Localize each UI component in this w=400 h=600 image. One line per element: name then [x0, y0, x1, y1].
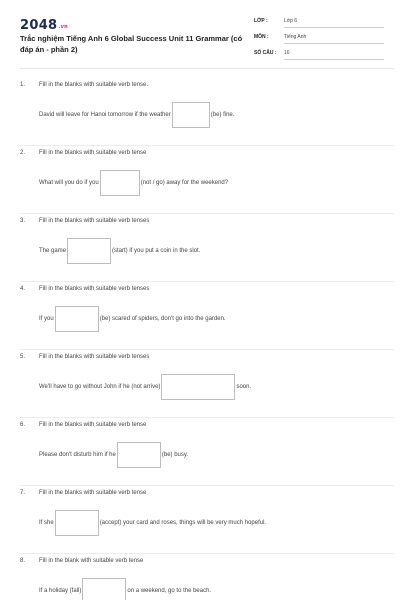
sentence-before: If you: [39, 316, 54, 322]
meta-value: Tiếng Anh: [284, 34, 384, 44]
question-number: 6.: [20, 422, 26, 428]
question-instruction: Fill in the blanks with suitable verb tense: [39, 490, 147, 496]
answer-input[interactable]: [55, 510, 99, 536]
question-item: [6, 78, 394, 146]
question-instruction: Fill in the blank with suitable verb tense: [39, 558, 144, 564]
logo-text: 2048: [20, 18, 58, 33]
question-instruction: Fill in the blanks with suitable verb tenses: [39, 354, 150, 360]
question-item: [6, 350, 394, 418]
page-title: Trắc nghiệm Tiếng Anh 6 Global Success Unit 11 Grammar (có đáp án - phần 2): [20, 34, 243, 54]
sentence-after: (accept) your card and roses, things will be very much hopeful.: [99, 520, 267, 526]
question-instruction: Fill in the blanks with suitable verb tense.: [39, 82, 149, 88]
question-item: [6, 418, 394, 486]
question-sentence: [39, 374, 251, 400]
question-sentence: [39, 510, 266, 536]
meta-row-count: [254, 50, 386, 63]
question-number: 7.: [20, 490, 26, 496]
header-divider: [20, 68, 394, 69]
sentence-after: (be) fine.: [210, 112, 235, 118]
sentence-before: We'll have to go without John if he (not arrive): [39, 384, 161, 390]
sentence-after: on a weekend, go to the beach.: [127, 588, 212, 594]
question-instruction: Fill in the blanks with suitable verb tenses: [39, 218, 150, 224]
question-sentence: [39, 578, 211, 600]
answer-input[interactable]: [172, 102, 210, 128]
sentence-after: soon.: [236, 384, 252, 390]
question-sentence: [39, 306, 226, 332]
question-number: 2.: [20, 150, 26, 156]
question-item: [6, 146, 394, 214]
question-sentence: [39, 442, 188, 468]
meta-label: MÔN :: [254, 34, 269, 40]
question-item: [6, 554, 394, 600]
sentence-before: What will you do if you: [39, 180, 99, 186]
question-item: [6, 214, 394, 282]
worksheet: [6, 8, 394, 600]
meta-row-subject: [254, 34, 386, 47]
quiz-meta: [254, 18, 386, 66]
question-item: [6, 282, 394, 350]
answer-input[interactable]: [67, 238, 111, 264]
sentence-after: (not / go) away for the weekend?: [140, 180, 229, 186]
meta-value: Lớp 6: [284, 18, 384, 28]
answer-input[interactable]: [161, 374, 235, 400]
question-instruction: Fill in the blanks with suitable verb tenses: [39, 286, 150, 292]
sentence-before: If a holiday (fall): [39, 588, 82, 594]
sentence-after: (be) scared of spiders, don't go into the garden.: [99, 316, 226, 322]
question-instruction: Fill in the blanks with suitable verb tense: [39, 422, 147, 428]
question-sentence: [39, 238, 200, 264]
answer-input[interactable]: [117, 442, 161, 468]
answer-input[interactable]: [82, 578, 126, 600]
sentence-after: (start) if you put a coin in the slot.: [112, 248, 201, 254]
question-list: [6, 78, 394, 600]
question-number: 4.: [20, 286, 26, 292]
question-instruction: Fill in the blanks with suitable verb tense: [39, 150, 147, 156]
question-number: 3.: [20, 218, 26, 224]
question-item: [6, 486, 394, 554]
meta-label: LỚP :: [254, 18, 268, 24]
sentence-after: (be) busy.: [161, 452, 189, 458]
question-number: 8.: [20, 558, 26, 564]
answer-input[interactable]: [100, 170, 140, 196]
sentence-before: Please don't disturb him if he: [39, 452, 116, 458]
meta-value: 16: [284, 50, 384, 60]
site-logo[interactable]: [20, 18, 68, 33]
sentence-before: If she: [39, 520, 54, 526]
question-number: 5.: [20, 354, 26, 360]
meta-label: SỐ CÂU :: [254, 50, 277, 56]
sentence-before: The game: [39, 248, 67, 254]
question-sentence: [39, 170, 228, 196]
meta-row-class: [254, 18, 386, 31]
answer-input[interactable]: [55, 306, 99, 332]
sentence-before: David will leave for Hanoi tomorrow if the weather: [39, 112, 171, 118]
logo-tld: .vn: [58, 24, 69, 30]
question-sentence: [39, 102, 234, 128]
question-number: 1.: [20, 82, 26, 88]
